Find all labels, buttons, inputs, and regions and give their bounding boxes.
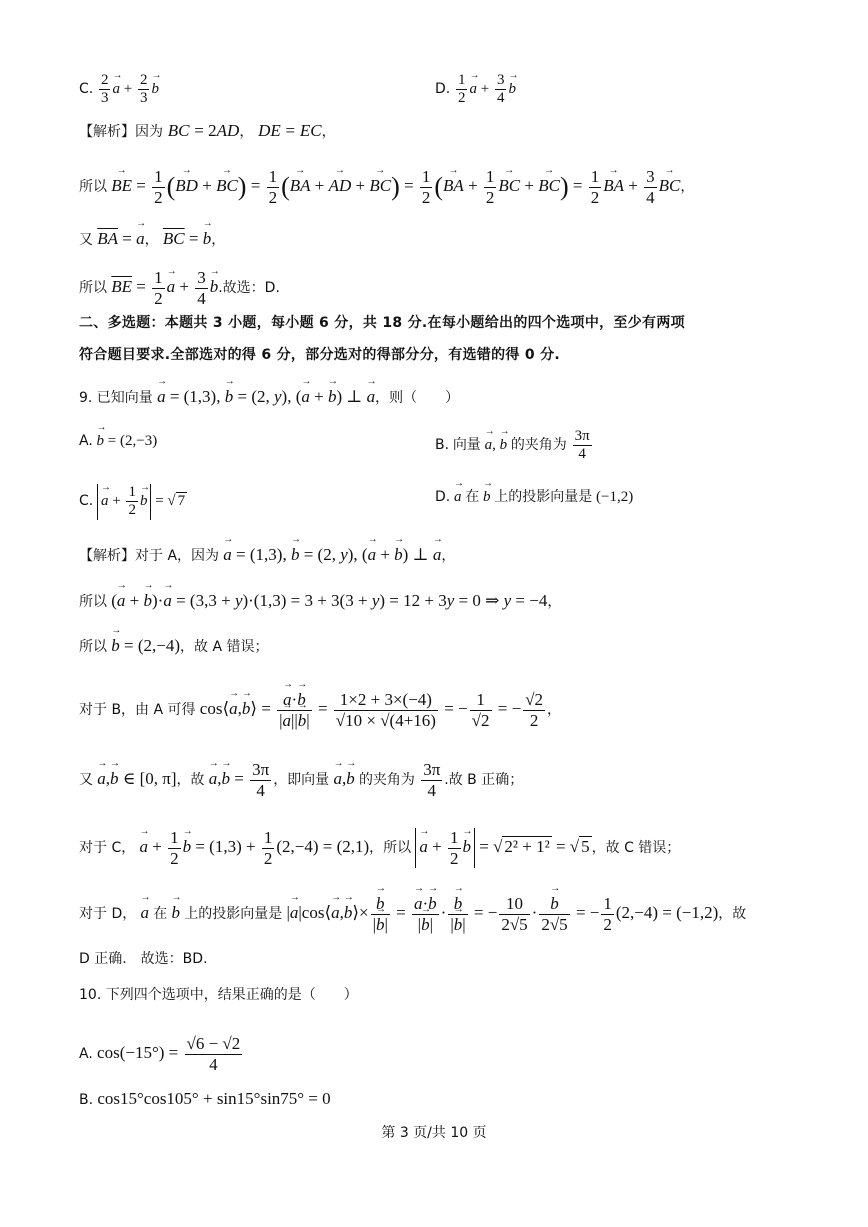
section2-heading-line1: 二、多选题：本题共 3 小题，每小题 6 分，共 18 分.在每小题给出的四个选项中，至少有两项: [79, 315, 685, 331]
q10-option-b: B. cos15°cos105° + sin15°sin75° = 0: [79, 1089, 331, 1108]
analysis-q8-line2: 所以 → BE = $\frac{1}{2}$ (→ BD + → BC) = $\frac{1}{2}$ (→ BA + → AD + → BC) = $\frac{1}{2}$ (→ BA + $\frac{1}{2}$ → BC + → BC) = $\frac{1}{2}$ → BA + $\frac{3}{4}$ → BC，: [79, 167, 694, 207]
analysis-q9-line8: D 正确. 故选：BD.: [79, 951, 208, 967]
analysis-q9-line7: 对于 D， → a 在 → b 上的投影向量是 |→ a|cos⟨→ a,→ b⟩× → $\frac{b}{|\to b|}$ = → $\frac{a\cdot\to b}{|\to b|}$ · → $\frac{b}{|\to b|}$ = − $\frac{10}{2√5}$ · → $\frac{b}{2√5}$ = − $\frac{1}{2}$ (2,−4) = (−1,2)，故: [79, 894, 746, 934]
analysis-q9-line1: 【解析】对于 A，因为 → a = (1,3), → b = (2, y), (→ a + → b) ⊥ → a，: [79, 546, 455, 563]
analysis-q8-line3: 又 $\overline{BA}$ = → a， $\overline{BC}$ = → b，: [79, 230, 225, 247]
analysis-q8-line1: 【解析】因为 BC = 2AD， DE = EC，: [79, 121, 336, 140]
analysis-q9-line3: 所以 → b = (2,−4)，故 A 错误；: [79, 637, 268, 654]
q9-option-d: D. → a 在 → b 上的投影向量是 (−1,2): [435, 490, 633, 505]
analysis-q9-line2: 所以 (→ a + → b)·→ a = (3,3 + y)·(1,3) = 3 + 3(3 + y) = 12 + 3y = 0 ⇒ y = −4，: [79, 592, 561, 609]
q9-option-b: B. 向量 → a, → b 的夹角为 $\frac{3\pi}{4}$: [435, 428, 594, 464]
section2-heading-line2: 符合题目要求.全部选对的得 6 分，部分选对的得部分分，有选错的得 0 分.: [79, 347, 561, 363]
analysis-q8-line4: 所以 $\overline{BE}$ = $\frac{1}{2}$ → a + $\frac{3}{4}$ → b.故选：D.: [79, 268, 280, 308]
option-d-q8: D. $\frac{1}{2}$ → a + $\frac{3}{4}$ → b: [435, 72, 516, 108]
analysis-q9-line4: 对于 B，由 A 可得 cos⟨→ a,→ b⟩ = → $\frac{a\cdot\to b}{|\to a||\to b|}$ = $\frac{1\times 2 + 3\times(-4)}{√10 \times √(4+16)}$ = − $\frac{1}{√2}$ = − $\frac{√2}{2}$ ，: [79, 690, 561, 730]
analysis-q9-line6: 对于 C， → a + $\frac{1}{2}$ → b = (1,3) + $\frac{1}{2}$ (2,−4) = (2,1)，所以 → a + $\frac{1}{2}$ → b = √ 2² + 1² = √ 5 ，故 C 错误；: [79, 828, 680, 868]
analysis-q9-line5: 又 → a,→ b ∈ [0, π]，故 → a,→ b = $\frac{3\pi}{4}$ ，即向量 → a,→ b 的夹角为 $\frac{3\pi}{4}$ .故 B 正确；: [79, 760, 523, 800]
q9-option-c: C. → a + $\frac{1}{2}$ → b = √ 7: [79, 484, 187, 520]
q10-option-a: A. cos(−15°) = $\frac{√6 - √2}{4}$: [79, 1034, 241, 1074]
option-c-q8: C. $\frac{2}{3}$ → a + $\frac{2}{3}$ → b: [79, 72, 159, 108]
q9-stem: 9. 已知向量 → a = (1,3), → b = (2, y), (→ a + → b) ⊥ → a，则（ ）: [79, 388, 459, 405]
page-footer: 第 3 页/共 10 页: [381, 1125, 487, 1141]
q10-stem: 10. 下列四个选项中，结果正确的是（ ）: [79, 987, 358, 1003]
q9-option-a: A. → b = (2,−3): [79, 434, 157, 449]
